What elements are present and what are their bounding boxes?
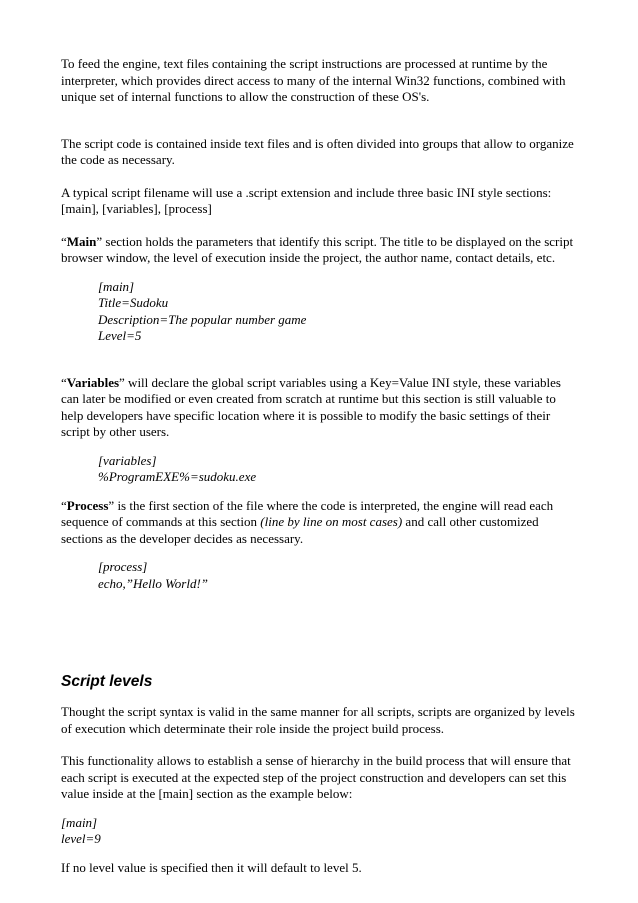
variables-section-text: ” will declare the global script variables using a Key=Value INI style, these variables can later be modified or even created from scratch at runtime but this section is still valuable to help developers have specific location where it is possible to modify the basic settings of their script by other users. [61,374,561,439]
open-quote: “ [61,374,67,390]
levels-paragraph-2: This functionality allows to establish a sense of hierarchy in the build process that will ensure that each script is executed at the expected step of the project construction and developers can set this value inside at the [main] section as the example below: [61,753,571,801]
process-code-block [61,559,581,592]
code-line: Level=5 [98,328,142,343]
process-section-text-b: and call other customized sections as the developer decides as necessary. [61,514,539,546]
open-quote: “ [61,497,67,513]
code-line: [process] [98,559,148,574]
code-line: [main] [61,814,98,830]
intro-paragraph-3-line-2: [main], [variables], [process] [61,201,212,216]
code-line: echo,”Hello World!” [98,575,209,591]
code-line: level=9 [61,831,101,846]
variables-section-paragraph [61,375,581,441]
intro-paragraph-2: The script code is contained inside text files and is often divided into groups that allow to organize the code as necessary. [61,135,574,167]
process-section-text-a: ” is the first section of the file where the code is interpreted, the engine will read each sequence of commands at this section [61,497,554,529]
code-line: %ProgramEXE%=sudoku.exe [98,469,257,484]
levels-paragraph-3: If no level value is specified then it will default to level 5. [61,859,362,875]
intro-paragraph-3-line-1: A typical script filename will use a .script extension and include three basic INI style sections: [61,184,552,200]
intro-paragraph-3 [61,185,581,218]
levels-paragraph-1: Thought the script syntax is valid in the same manner for all scripts, scripts are organized by levels of execution which determinate their role inside the project build process. [61,704,575,736]
variables-keyword: Variables [66,374,120,390]
code-line: [variables] [98,452,157,468]
levels-code-block [61,815,581,848]
code-line: [main] [98,278,135,294]
process-section-italic: (line by line on most cases) [260,514,403,529]
script-levels-heading: Script levels [61,673,153,690]
main-section-paragraph [61,234,581,267]
process-keyword: Process [66,497,109,513]
intro-paragraph-1: To feed the engine, text files containing the script instructions are processed at runtime by the interpreter, which provides direct access to many of the internal Win32 functions, combined with unique set of internal functions to allow the construction of these OS's. [61,56,566,104]
process-section-paragraph [61,498,581,548]
code-line: Description=The popular number game [98,311,307,327]
document-page [61,56,581,876]
code-line: Title=Sudoku [98,295,169,310]
main-section-text: ” section holds the parameters that identify this script. The title to be displayed on the script browser window, the level of execution inside the project, the author name, contact details, etc. [61,233,574,265]
main-code-block [61,279,581,345]
main-keyword: Main [66,233,97,249]
open-quote: “ [61,233,67,249]
variables-code-block [61,453,581,486]
